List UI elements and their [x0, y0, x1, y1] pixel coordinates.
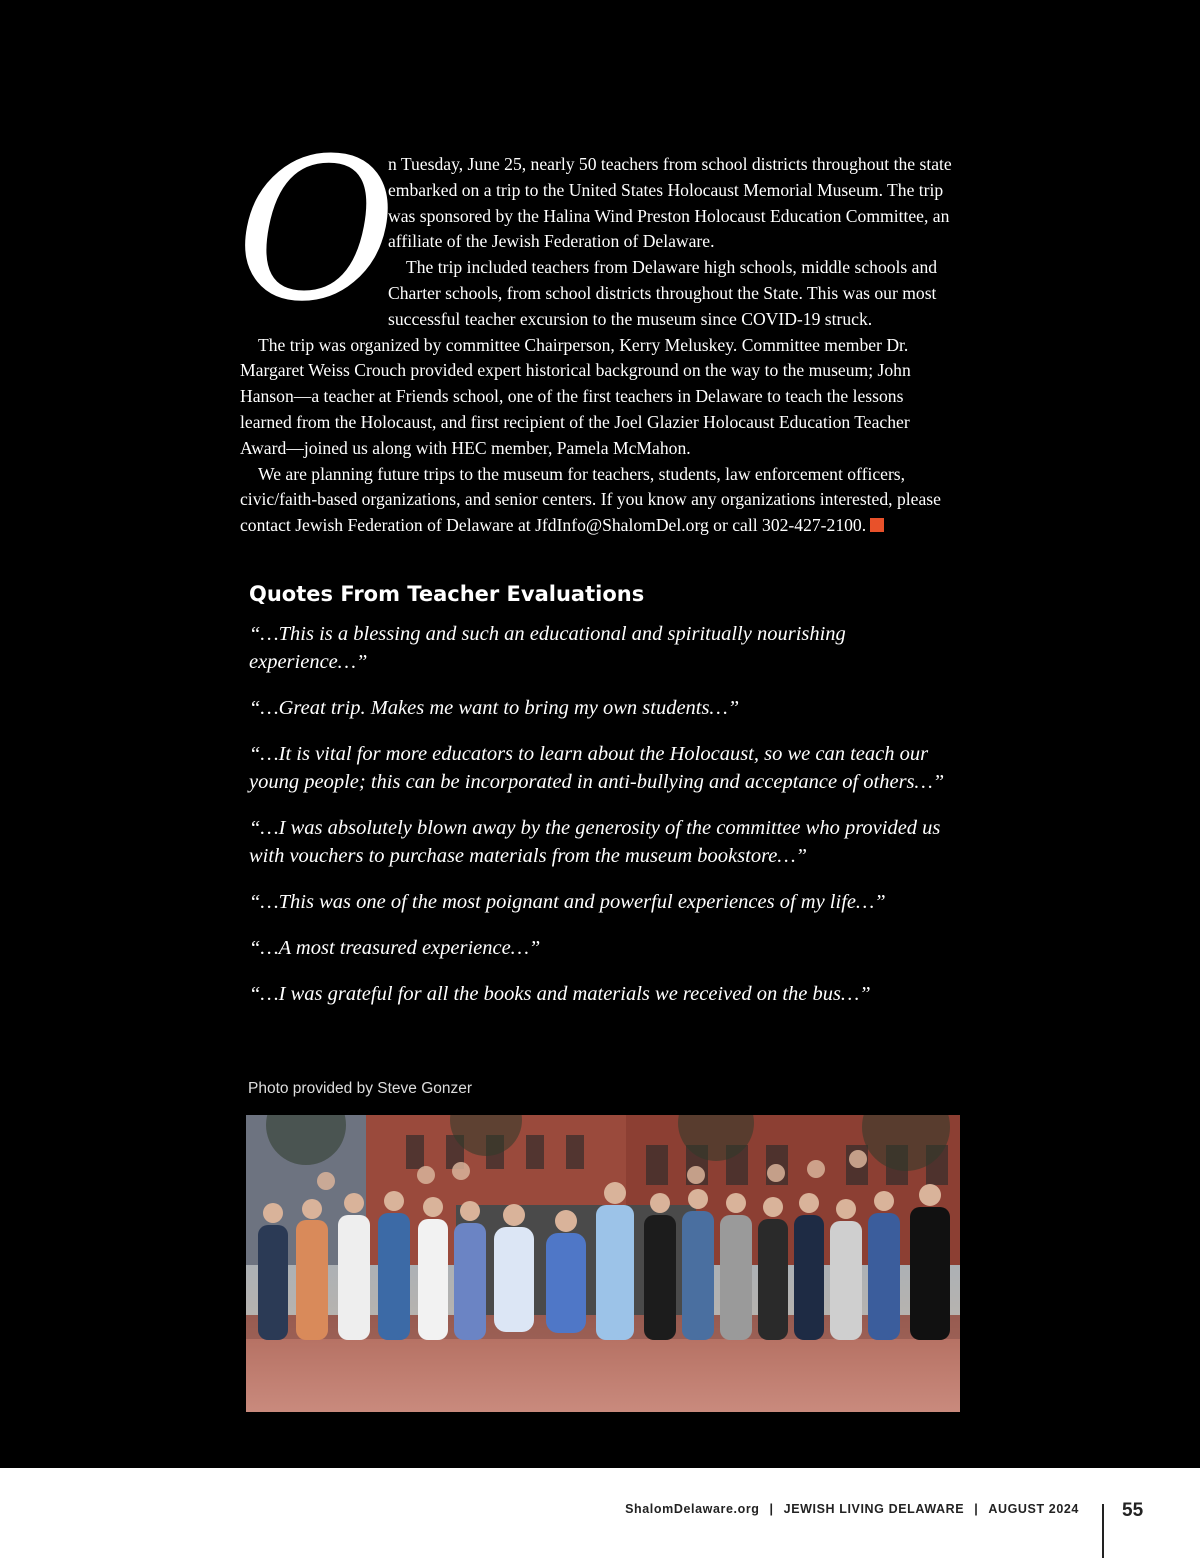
quote-item: “…This was one of the most poignant and powerful experiences of my life…”	[249, 891, 886, 913]
page-number: 55	[1122, 1500, 1144, 1521]
photo-credit: Photo provided by Steve Gonzer	[248, 1080, 473, 1097]
article-paragraph-4	[240, 462, 952, 539]
quote-item: “…Great trip. Makes me want to bring my own students…”	[249, 697, 740, 719]
quotes-heading: Quotes From Teacher Evaluations	[249, 582, 645, 606]
article-paragraph-1: n Tuesday, June 25, nearly 50 teachers from school districts throughout the state embarked on a trip to the United States Holocaust Memorial Museum. The trip was sponsored by the Halina Wind Preston Holocaust Education Committee, an affiliate of the Jewish Federation of Delaware.	[388, 154, 952, 252]
footer-separator: |	[769, 1502, 774, 1516]
footer-masthead	[625, 1502, 1079, 1516]
quote-item: “…A most treasured experience…”	[249, 937, 541, 959]
drop-cap: O	[236, 117, 397, 345]
footer-separator: |	[974, 1502, 979, 1516]
quote-item: “…I was absolutely blown away by the generosity of the committee who provided us with vouchers to purchase materials from the museum bookstore…”	[249, 817, 941, 867]
footer-site-link[interactable]: ShalomDelaware.org	[625, 1502, 760, 1516]
quote-item: “…It is vital for more educators to learn about the Holocaust, so we can teach our young people; this can be incorporated in anti-bullying and acceptance of others…”	[249, 743, 945, 793]
footer-issue: AUGUST 2024	[988, 1502, 1079, 1516]
article-body	[236, 117, 952, 539]
group-photo	[246, 1115, 960, 1412]
article-paragraph-3: The trip was organized by committee Chairperson, Kerry Meluskey. Committee member Dr. Margaret Weiss Crouch provided expert historical background on the way to the museum; John Hanson—a teacher at Friends school, one of the first teachers in Delaware to teach the lessons learned from the Holocaust, and first recipient of the Joel Glazier Holocaust Education Teacher Award—joined us along with HEC member, Pamela McMahon.	[240, 334, 911, 458]
footer-publication: JEWISH LIVING DELAWARE	[783, 1502, 965, 1516]
quotes-list	[249, 620, 961, 1026]
footer-divider	[1102, 1504, 1104, 1558]
article-paragraph-2: The trip included teachers from Delaware high schools, middle schools and Charter schools, from school districts throughout the State. This was our most successful teacher excursion to the museum since COVID-19 struck.	[388, 257, 938, 329]
quote-item: “…I was grateful for all the books and materials we received on the bus…”	[249, 983, 871, 1005]
article-paragraph-4-text: We are planning future trips to the museum for teachers, students, law enforcement officers, civic/faith-based organizations, and senior centers. If you know any organizations interested, please contact Jewish Federation of Delaware at JfdInfo@ShalomDel.org or call 302-427-2100.	[240, 463, 941, 536]
end-of-article-mark	[870, 518, 884, 532]
quote-item: “…This is a blessing and such an educational and spiritually nourishing experience…”	[249, 623, 846, 673]
